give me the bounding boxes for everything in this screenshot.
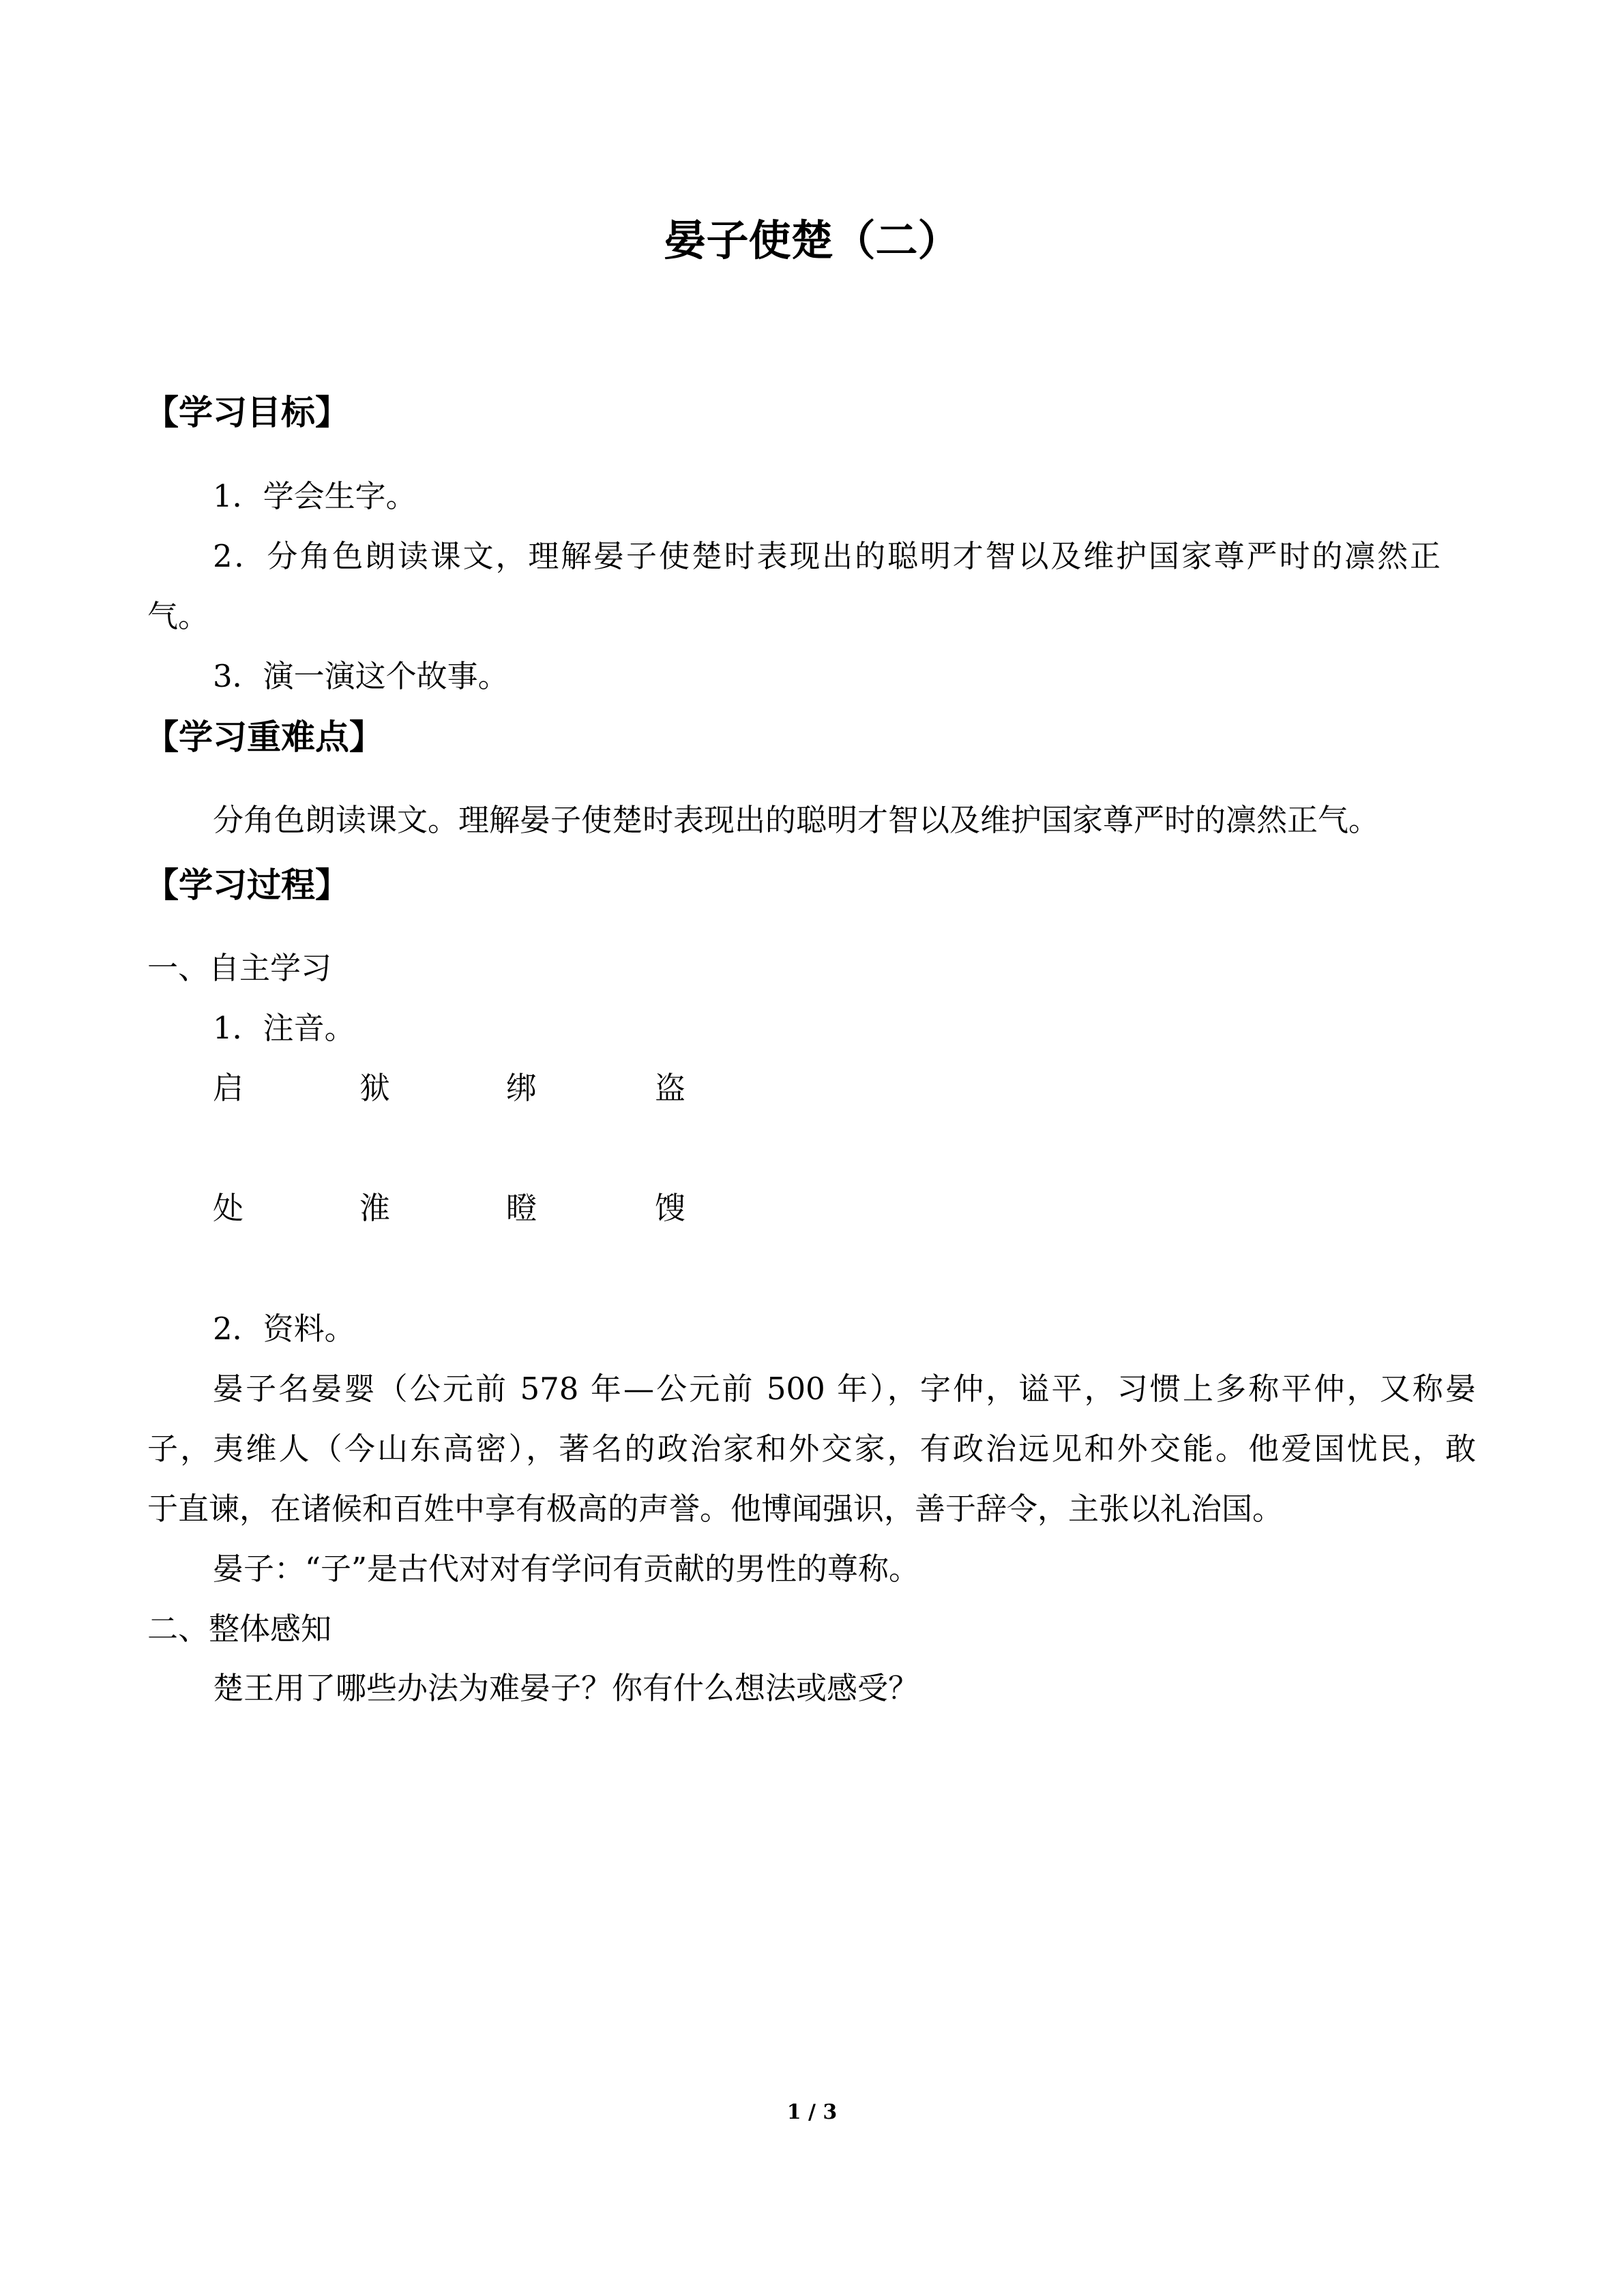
page-indicator: 1 / 3 [786, 2100, 838, 2124]
material-line-3: 于直谏，在诸候和百姓中享有极高的声誉。他博闻强识，善于辞令，主张以礼治国。 [147, 1491, 1284, 1527]
part2-question: 楚王用了哪些办法为难晏子？你有什么想法或感受？ [213, 1670, 919, 1706]
phonetic-char: 馊 [655, 1190, 686, 1226]
phonetic-char: 盗 [655, 1070, 686, 1106]
part1-label: 一、自主学习 [147, 950, 332, 986]
phonetic-label: 1．注音。 [213, 1010, 355, 1046]
part2-label: 二、整体感知 [147, 1611, 332, 1647]
material-line-2: 子，夷维人（今山东高密），著名的政治家和外交家，有政治远见和外交能。他爱国忧民，敢 [147, 1431, 1476, 1467]
phonetic-char: 绑 [506, 1070, 537, 1106]
goal-item-2: 2．分角色朗读课文，理解晏子使楚时表现出的聪明才智以及维护国家尊严时的凛然正 [213, 538, 1441, 574]
goal-item-1: 1．学会生字。 [213, 478, 417, 514]
section-heading-key-points: 【学习重难点】 [145, 717, 383, 757]
key-points-text: 分角色朗读课文。理解晏子使楚时表现出的聪明才智以及维护国家尊严时的凛然正气。 [213, 802, 1380, 838]
section-heading-goals: 【学习目标】 [145, 393, 349, 432]
goal-item-3: 3．演一演这个故事。 [213, 658, 509, 694]
section-heading-process: 【学习过程】 [145, 865, 349, 905]
page-title: 晏子使楚（二） [664, 215, 960, 265]
phonetic-char: 启 [213, 1070, 244, 1106]
material-label: 2．资料。 [213, 1311, 355, 1347]
phonetic-char: 瞪 [506, 1190, 537, 1226]
phonetic-char: 淮 [359, 1190, 391, 1226]
goal-item-2-continued: 气。 [147, 598, 209, 634]
material-line-1: 晏子名晏婴（公元前 578 年—公元前 500 年），字仲，谥平，习惯上多称平仲，又称晏 [213, 1371, 1476, 1407]
phonetic-char: 狱 [359, 1070, 391, 1106]
material-note: 晏子：“子”是古代对对有学问有贡献的男性的尊称。 [213, 1551, 920, 1587]
phonetic-char: 处 [213, 1190, 244, 1226]
